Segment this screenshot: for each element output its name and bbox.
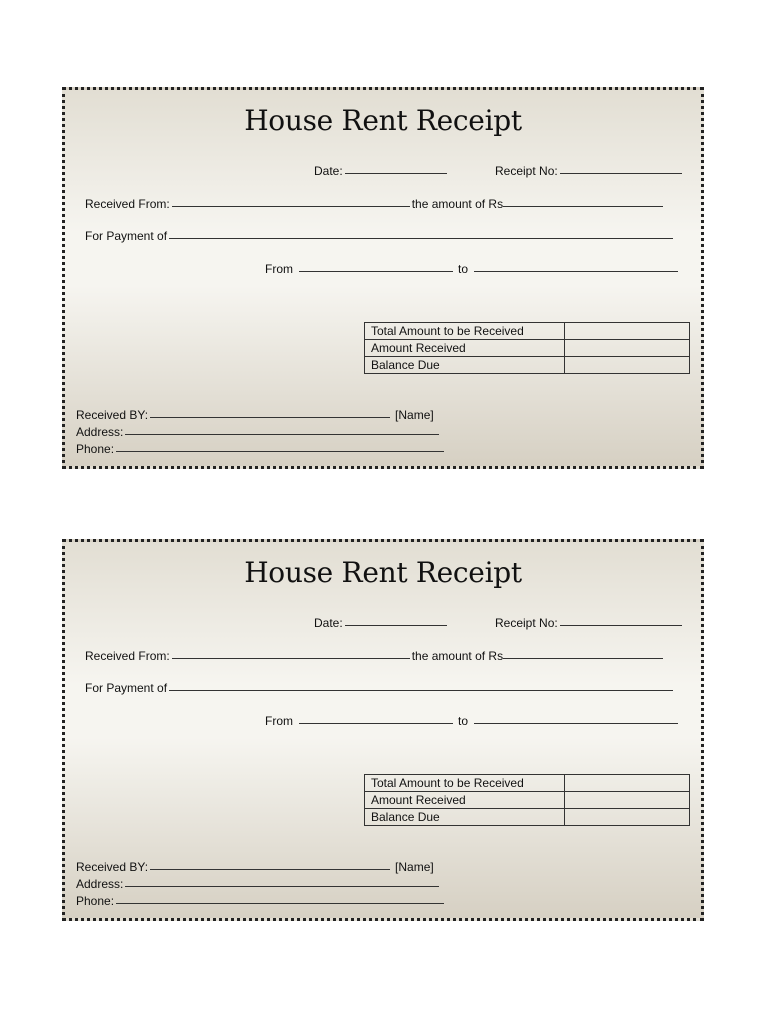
table-row <box>365 357 690 374</box>
received-from-field[interactable] <box>172 205 410 207</box>
table-row <box>365 792 690 809</box>
receipt-title: House Rent Receipt <box>244 556 522 589</box>
address-label: Address: <box>76 877 124 891</box>
date-row <box>314 616 449 630</box>
phone-field[interactable] <box>116 450 444 452</box>
from-label: From <box>265 714 293 728</box>
received-from-row <box>85 649 665 663</box>
total-amount-label: Total Amount to be Received <box>365 775 565 792</box>
date-label: Date: <box>314 616 343 630</box>
receipt-card <box>62 87 704 469</box>
for-payment-row <box>85 681 675 695</box>
for-payment-field[interactable] <box>169 689 673 691</box>
amounts-table <box>364 322 690 374</box>
name-label: [Name] <box>395 408 434 422</box>
received-by-field[interactable] <box>150 868 390 870</box>
address-row <box>76 425 441 439</box>
table-row <box>365 775 690 792</box>
period-row <box>265 262 680 276</box>
to-label: to <box>458 262 469 276</box>
for-payment-label: For Payment of <box>85 681 168 695</box>
received-from-label: Received From: <box>85 649 170 663</box>
address-field[interactable] <box>125 885 439 887</box>
amount-received-value[interactable] <box>565 340 690 357</box>
received-by-row <box>76 408 434 422</box>
receipt-no-row <box>495 164 684 178</box>
receipt-no-field[interactable] <box>560 172 682 174</box>
period-row <box>265 714 680 728</box>
to-field[interactable] <box>474 722 678 724</box>
for-payment-label: For Payment of <box>85 229 168 243</box>
table-row <box>365 340 690 357</box>
receipt-no-label: Receipt No: <box>495 164 558 178</box>
to-label: to <box>458 714 469 728</box>
balance-due-value[interactable] <box>565 809 690 826</box>
phone-row <box>76 894 446 908</box>
balance-due-label: Balance Due <box>365 357 565 374</box>
received-from-field[interactable] <box>172 657 410 659</box>
from-field[interactable] <box>299 270 453 272</box>
received-by-field[interactable] <box>150 416 390 418</box>
phone-row <box>76 442 446 456</box>
for-payment-row <box>85 229 675 243</box>
from-label: From <box>265 262 293 276</box>
to-field[interactable] <box>474 270 678 272</box>
from-field[interactable] <box>299 722 453 724</box>
address-row <box>76 877 441 891</box>
receipt-title: House Rent Receipt <box>244 104 522 137</box>
date-label: Date: <box>314 164 343 178</box>
amount-field[interactable] <box>503 657 663 659</box>
amount-of-label: the amount of Rs <box>411 197 504 211</box>
phone-label: Phone: <box>76 894 115 908</box>
name-label: [Name] <box>395 860 434 874</box>
phone-field[interactable] <box>116 902 444 904</box>
date-field[interactable] <box>345 624 447 626</box>
total-amount-label: Total Amount to be Received <box>365 323 565 340</box>
amount-of-label: the amount of Rs <box>411 649 504 663</box>
table-row <box>365 323 690 340</box>
receipt-no-label: Receipt No: <box>495 616 558 630</box>
address-label: Address: <box>76 425 124 439</box>
date-row <box>314 164 449 178</box>
table-row <box>365 809 690 826</box>
receipt-no-row <box>495 616 684 630</box>
total-amount-value[interactable] <box>565 775 690 792</box>
address-field[interactable] <box>125 433 439 435</box>
received-from-label: Received From: <box>85 197 170 211</box>
amounts-table <box>364 774 690 826</box>
received-by-label: Received BY: <box>76 860 149 874</box>
phone-label: Phone: <box>76 442 115 456</box>
receipt-card <box>62 539 704 921</box>
received-by-row <box>76 860 434 874</box>
balance-due-label: Balance Due <box>365 809 565 826</box>
for-payment-field[interactable] <box>169 237 673 239</box>
received-from-row <box>85 197 665 211</box>
balance-due-value[interactable] <box>565 357 690 374</box>
amount-received-label: Amount Received <box>365 340 565 357</box>
amount-received-value[interactable] <box>565 792 690 809</box>
total-amount-value[interactable] <box>565 323 690 340</box>
date-field[interactable] <box>345 172 447 174</box>
amount-received-label: Amount Received <box>365 792 565 809</box>
receipt-no-field[interactable] <box>560 624 682 626</box>
received-by-label: Received BY: <box>76 408 149 422</box>
amount-field[interactable] <box>503 205 663 207</box>
